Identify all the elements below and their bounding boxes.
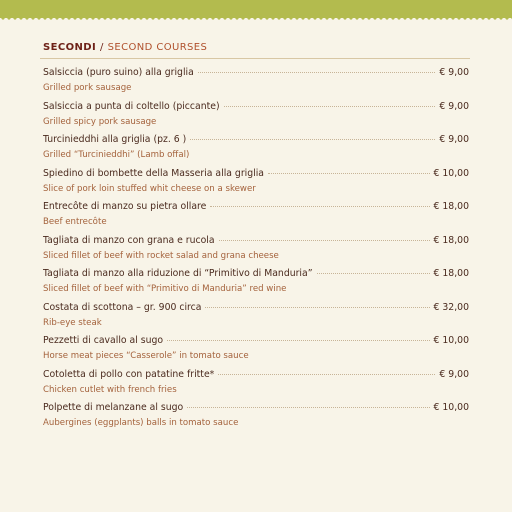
header-divider [40,58,470,59]
dotted-leader [224,106,436,107]
dish-name: Tagliata di manzo alla riduzione di “Primitivo di Manduria” [43,268,313,279]
dotted-leader [205,307,429,308]
dotted-leader [218,374,435,375]
top-decorative-band [0,0,512,18]
dish-price: € 10,00 [433,167,469,179]
dish-name: Cotoletta di pollo con patatine fritte* [43,368,215,380]
dish-name: Salsiccia a punta di coltello (piccante) [43,100,220,112]
dish-price: € 9,00 [439,100,469,112]
dish-description: Grilled pork sausage [43,83,132,93]
dish-name: Turcinieddhi alla griglia (pz. 6 ) [43,134,187,145]
dish-price: € 18,00 [433,234,469,246]
dotted-leader [219,240,430,241]
dish-price: € 18,00 [433,268,469,279]
dish-description: Chicken cutlet with french fries [43,384,177,395]
dish-price: € 9,00 [439,368,469,380]
dish-name: Salsiccia (puro suino) alla griglia [43,67,194,78]
dish-description: Grilled “Turcinieddhi” (Lamb offal) [43,150,190,160]
dish-description: Horse meat pieces “Casserole” in tomato sauce [43,351,249,361]
dish-name: Costata di scottona – gr. 900 circa [43,301,202,313]
dish-name: Entrecôte di manzo su pietra ollare [43,201,207,212]
menu-item [43,301,469,335]
dish-name: Polpette di melanzane al sugo [43,402,184,413]
menu-item [43,133,469,167]
menu-item [43,368,469,402]
section-title-english: SECOND COURSES [107,42,208,53]
dish-description: Sliced fillet of beef with rocket salad and grana cheese [43,250,279,261]
menu-item [43,200,469,234]
menu-item [43,267,469,301]
dish-description: Beef entrecôte [43,217,107,227]
section-title-italian: SECONDI [43,42,97,53]
dotted-leader [210,206,429,207]
menu-item [43,100,469,134]
dotted-leader [187,407,429,408]
dish-description: Slice of pork loin stuffed whit cheese on a skewer [43,183,256,194]
dish-price: € 9,00 [439,67,469,78]
dotted-leader [198,72,436,73]
menu-item [43,167,469,201]
dish-description: Grilled spicy pork sausage [43,116,157,127]
dish-name: Tagliata di manzo con grana e rucola [43,234,215,246]
dish-description: Aubergines (eggplants) balls in tomato sauce [43,418,239,428]
dish-price: € 10,00 [433,335,469,346]
dish-price: € 18,00 [433,201,469,212]
dotted-leader [167,340,429,341]
menu-item [43,401,469,435]
dish-price: € 32,00 [433,301,469,313]
dish-description: Sliced fillet of beef with “Primitivo di Manduria” red wine [43,284,287,294]
dish-description: Rib-eye steak [43,317,102,328]
dish-price: € 10,00 [433,402,469,413]
dish-name: Pezzetti di cavallo al sugo [43,335,164,346]
menu-items-list [43,66,469,435]
section-header [43,42,207,53]
menu-item [43,66,469,100]
dotted-leader [190,139,435,140]
scalloped-edge [0,15,512,21]
dotted-leader [317,273,430,274]
dotted-leader [268,173,429,174]
dish-price: € 9,00 [439,134,469,145]
menu-item [43,234,469,268]
title-separator: / [99,42,104,53]
menu-item [43,334,469,368]
dish-name: Spiedino di bombette della Masseria alla griglia [43,167,265,179]
